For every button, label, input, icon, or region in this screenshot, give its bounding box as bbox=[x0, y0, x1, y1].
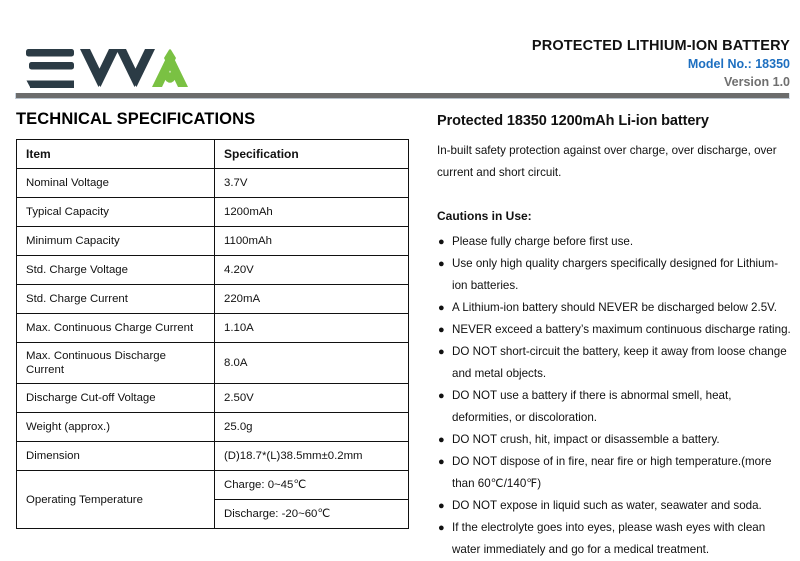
evva-logo-svg bbox=[24, 47, 190, 89]
table-row bbox=[17, 227, 409, 256]
caution-text: DO NOT crush, hit, impact or disassemble a battery. bbox=[452, 433, 720, 446]
bullet-icon: ● bbox=[438, 236, 445, 248]
bullet-icon: ● bbox=[438, 456, 445, 468]
caution-list-item bbox=[437, 297, 793, 319]
table-row bbox=[17, 471, 409, 500]
bullet-icon: ● bbox=[438, 346, 445, 358]
caution-list-item bbox=[437, 253, 793, 297]
specifications-heading: TECHNICAL SPECIFICATIONS bbox=[16, 110, 256, 128]
caution-text: DO NOT expose in liquid such as water, seawater and soda. bbox=[452, 499, 762, 512]
table-row bbox=[17, 413, 409, 442]
table-header-row bbox=[17, 140, 409, 169]
caution-text: DO NOT dispose of in fire, near fire or high temperature.(more than 60℃/140℉) bbox=[452, 455, 772, 490]
spec-value-cell-charge-temperature: Charge: 0~45℃ bbox=[215, 471, 409, 500]
caution-list-item bbox=[437, 231, 793, 253]
table-row bbox=[17, 198, 409, 227]
spec-value-cell-discharge-temperature: Discharge: -20~60℃ bbox=[215, 500, 409, 529]
spec-value-cell: 1200mAh bbox=[215, 198, 409, 227]
caution-list-item bbox=[437, 495, 793, 517]
cautions-list bbox=[437, 231, 793, 561]
bullet-icon: ● bbox=[438, 434, 445, 446]
caution-list-item bbox=[437, 319, 793, 341]
caution-list-item bbox=[437, 517, 793, 561]
specifications-table-body bbox=[17, 169, 409, 529]
table-row bbox=[17, 256, 409, 285]
spec-item-cell: Nominal Voltage bbox=[17, 169, 215, 198]
header-divider bbox=[15, 93, 790, 99]
caution-list-item bbox=[437, 429, 793, 451]
spec-value-cell: 4.20V bbox=[215, 256, 409, 285]
table-row bbox=[17, 343, 409, 384]
caution-list-item bbox=[437, 451, 793, 495]
bullet-icon: ● bbox=[438, 500, 445, 512]
column-header-item: Item bbox=[17, 140, 215, 169]
page-header bbox=[0, 0, 800, 97]
caution-text: Please fully charge before first use. bbox=[452, 235, 634, 248]
spec-value-cell: 220mA bbox=[215, 285, 409, 314]
bullet-icon: ● bbox=[438, 522, 445, 534]
table-row bbox=[17, 169, 409, 198]
spec-item-cell: Dimension bbox=[17, 442, 215, 471]
spec-item-cell: Typical Capacity bbox=[17, 198, 215, 227]
bullet-icon: ● bbox=[438, 390, 445, 402]
spec-item-cell: Minimum Capacity bbox=[17, 227, 215, 256]
caution-text: Use only high quality chargers specifically designed for Lithium-ion batteries. bbox=[452, 257, 779, 292]
spec-value-cell: 8.0A bbox=[215, 343, 409, 384]
spec-item-cell: Max. Continuous Charge Current bbox=[17, 314, 215, 343]
product-info-section bbox=[437, 112, 793, 561]
column-header-specification: Specification bbox=[215, 140, 409, 169]
spec-item-cell-operating-temperature: Operating Temperature bbox=[17, 471, 215, 529]
caution-text: DO NOT use a battery if there is abnormal smell, heat, deformities, or discoloration. bbox=[452, 389, 732, 424]
caution-text: A Lithium-ion battery should NEVER be discharged below 2.5V. bbox=[452, 301, 778, 314]
spec-item-cell: Discharge Cut-off Voltage bbox=[17, 384, 215, 413]
spec-item-cell: Std. Charge Voltage bbox=[17, 256, 215, 285]
spec-value-cell: 25.0g bbox=[215, 413, 409, 442]
specifications-section bbox=[16, 110, 409, 529]
bullet-icon: ● bbox=[438, 324, 445, 336]
table-row bbox=[17, 285, 409, 314]
cautions-heading: Cautions in Use: bbox=[437, 209, 532, 223]
product-intro-text: In-built safety protection against over charge, over discharge, over current and short circuit. bbox=[437, 144, 777, 179]
spec-value-cell: 2.50V bbox=[215, 384, 409, 413]
table-row bbox=[17, 442, 409, 471]
caution-text: If the electrolyte goes into eyes, please wash eyes with clean water immediately and go for a medical treatment. bbox=[452, 521, 766, 556]
spec-value-cell: 3.7V bbox=[215, 169, 409, 198]
evva-logo bbox=[24, 47, 190, 94]
bullet-icon: ● bbox=[438, 258, 445, 270]
product-title: Protected 18350 1200mAh Li-ion battery bbox=[437, 113, 709, 129]
version-label: Version 1.0 bbox=[723, 75, 790, 89]
bullet-icon: ● bbox=[438, 302, 445, 314]
model-number: Model No.: 18350 bbox=[687, 57, 790, 71]
caution-list-item bbox=[437, 385, 793, 429]
specifications-table bbox=[16, 139, 409, 529]
spec-value-cell: (D)18.7*(L)38.5mm±0.2mm bbox=[215, 442, 409, 471]
spec-item-cell: Std. Charge Current bbox=[17, 285, 215, 314]
table-row bbox=[17, 384, 409, 413]
logo-dot-icon bbox=[165, 72, 175, 82]
logo-letter-e bbox=[26, 49, 74, 88]
document-title: PROTECTED LITHIUM-ION BATTERY bbox=[531, 38, 790, 54]
spec-item-cell: Max. Continuous Discharge Current bbox=[17, 343, 215, 384]
spec-value-cell: 1.10A bbox=[215, 314, 409, 343]
header-title-block bbox=[532, 38, 790, 91]
table-row bbox=[17, 314, 409, 343]
spec-item-cell: Weight (approx.) bbox=[17, 413, 215, 442]
caution-text: DO NOT short-circuit the battery, keep it away from loose change and metal objects. bbox=[452, 345, 787, 380]
caution-text: NEVER exceed a battery’s maximum continuous discharge rating. bbox=[452, 323, 791, 336]
spec-value-cell: 1100mAh bbox=[215, 227, 409, 256]
caution-list-item bbox=[437, 341, 793, 385]
